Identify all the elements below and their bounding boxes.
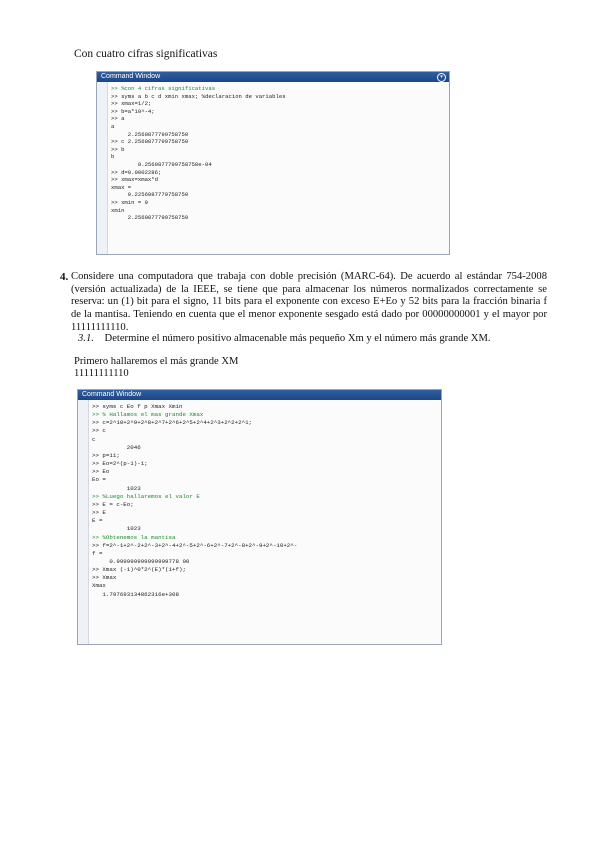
command-window-2 bbox=[77, 389, 442, 645]
command-line: 0.999999999999999778 00 bbox=[92, 557, 190, 565]
heading-cuatro-cifras: Con cuatro cifras significativas bbox=[74, 48, 218, 60]
subproblem-3-1 bbox=[78, 333, 491, 344]
command-line: >> syms a b c d xmin xmax; %declaracion de variables bbox=[111, 92, 286, 100]
command-line: >> %con 4 cifras significativas bbox=[111, 85, 216, 92]
command-window-2-body[interactable] bbox=[78, 400, 441, 644]
command-line: >> xmax=1/2; bbox=[111, 100, 152, 108]
command-line: >> Eo bbox=[92, 468, 110, 476]
command-line: >> % Hallamos el mas grande Xmax bbox=[92, 411, 204, 419]
mayor-line-1: Primero hallaremos el más grande XM bbox=[74, 356, 239, 367]
subproblem-3-1-text: Determine el número positivo almacenable más pequeño Xm y el número más grande XM. bbox=[104, 333, 491, 344]
command-line: >> c=2^10+2^9+2^8+2^7+2^6+2^5+2^4+2^3+2^2+2^1; bbox=[92, 419, 253, 427]
command-line: >> b bbox=[111, 145, 125, 153]
command-line: E = bbox=[92, 517, 103, 525]
command-line: xmin bbox=[111, 206, 125, 214]
command-line: >> %Luego hallaremos el valor E bbox=[92, 492, 200, 500]
command-line: >> Xmax (-1)^0*2^(E)*(1+f); bbox=[92, 566, 186, 574]
problem-4-text: Considere una computadora que trabaja con doble precisión (MARC-64). De acuerdo al estándar 754-2008 (versión actualizada) de la IEEE, se tiene que para almacenar los números normalizados correctamente se reserva: un (1) bit para el signo, 11 bits para el exponente con exceso E+Eo y 52 bits para la fracción binaria f de la mantisa. Teniendo en cuenta que el menor exponente sesgado está dado por 00000000001 y el mayor por 11111111110. bbox=[71, 271, 547, 333]
command-window-1-title: Command Window bbox=[101, 73, 161, 80]
command-line: >> Xmax bbox=[92, 574, 117, 582]
command-window-2-title: Command Window bbox=[82, 391, 142, 398]
command-line: Eo = bbox=[92, 476, 106, 484]
command-line: >> c bbox=[92, 427, 106, 435]
command-window-1-titlebar bbox=[97, 72, 449, 82]
command-line: >> E = c-Eo; bbox=[92, 500, 134, 508]
command-window-2-lines bbox=[92, 403, 437, 599]
command-line: Xmax bbox=[92, 582, 106, 590]
command-line: 0.2560877799758750e-04 bbox=[111, 160, 212, 168]
command-window-1-gutter bbox=[97, 82, 108, 254]
command-window-2-gutter bbox=[78, 400, 89, 644]
command-window-2-titlebar bbox=[78, 390, 441, 400]
command-line: >> E bbox=[92, 509, 106, 517]
command-line: >> a bbox=[111, 115, 125, 123]
command-line: 2.2560877799758750 bbox=[111, 130, 189, 138]
command-window-1 bbox=[96, 71, 450, 255]
command-window-1-body[interactable] bbox=[97, 82, 449, 254]
command-line: 1023 bbox=[92, 484, 141, 492]
command-line: 1.797693134862316e+308 bbox=[92, 590, 179, 598]
command-line: f = bbox=[92, 549, 103, 557]
command-line: 0.2256087779758750 bbox=[111, 191, 189, 199]
command-line: >> xmax=xmax*d bbox=[111, 176, 158, 184]
mayor-section bbox=[74, 356, 238, 380]
command-window-1-lines bbox=[111, 85, 445, 222]
command-line: >> p=11; bbox=[92, 451, 120, 459]
command-line: 2.2560877799758750 bbox=[111, 214, 189, 222]
command-line: >> f=2^-1+2^-2+2^-3+2^-4+2^-5+2^-6+2^-7+2^-8+2^-9+2^-10+2^- bbox=[92, 541, 298, 549]
command-line: xmax = bbox=[111, 183, 132, 191]
command-line: 1023 bbox=[92, 525, 141, 533]
problem-4 bbox=[60, 271, 547, 335]
command-line: >> xmin = 0 bbox=[111, 198, 148, 206]
command-line: >> c 2.2560877799758750 bbox=[111, 138, 189, 146]
command-line: b bbox=[111, 153, 115, 161]
command-line: >> %Obtenemos la mantisa bbox=[92, 533, 176, 541]
command-line: >> Eo=2^(p-1)-1; bbox=[92, 460, 148, 468]
problem-4-number: 4. bbox=[60, 271, 69, 283]
mayor-line-2: 11111111110 bbox=[74, 368, 129, 379]
command-line: >> b=a*10^-4; bbox=[111, 107, 155, 115]
command-line: >> d=0.0002286; bbox=[111, 168, 162, 176]
window-options-icon[interactable]: ▾ bbox=[437, 73, 446, 82]
command-line: c bbox=[92, 435, 96, 443]
subproblem-3-1-number: 3.1. bbox=[78, 333, 94, 344]
command-line: a bbox=[111, 122, 115, 130]
command-line: 2046 bbox=[92, 443, 141, 451]
command-line: >> syms c Eo f p Xmax Xmin bbox=[92, 403, 183, 410]
